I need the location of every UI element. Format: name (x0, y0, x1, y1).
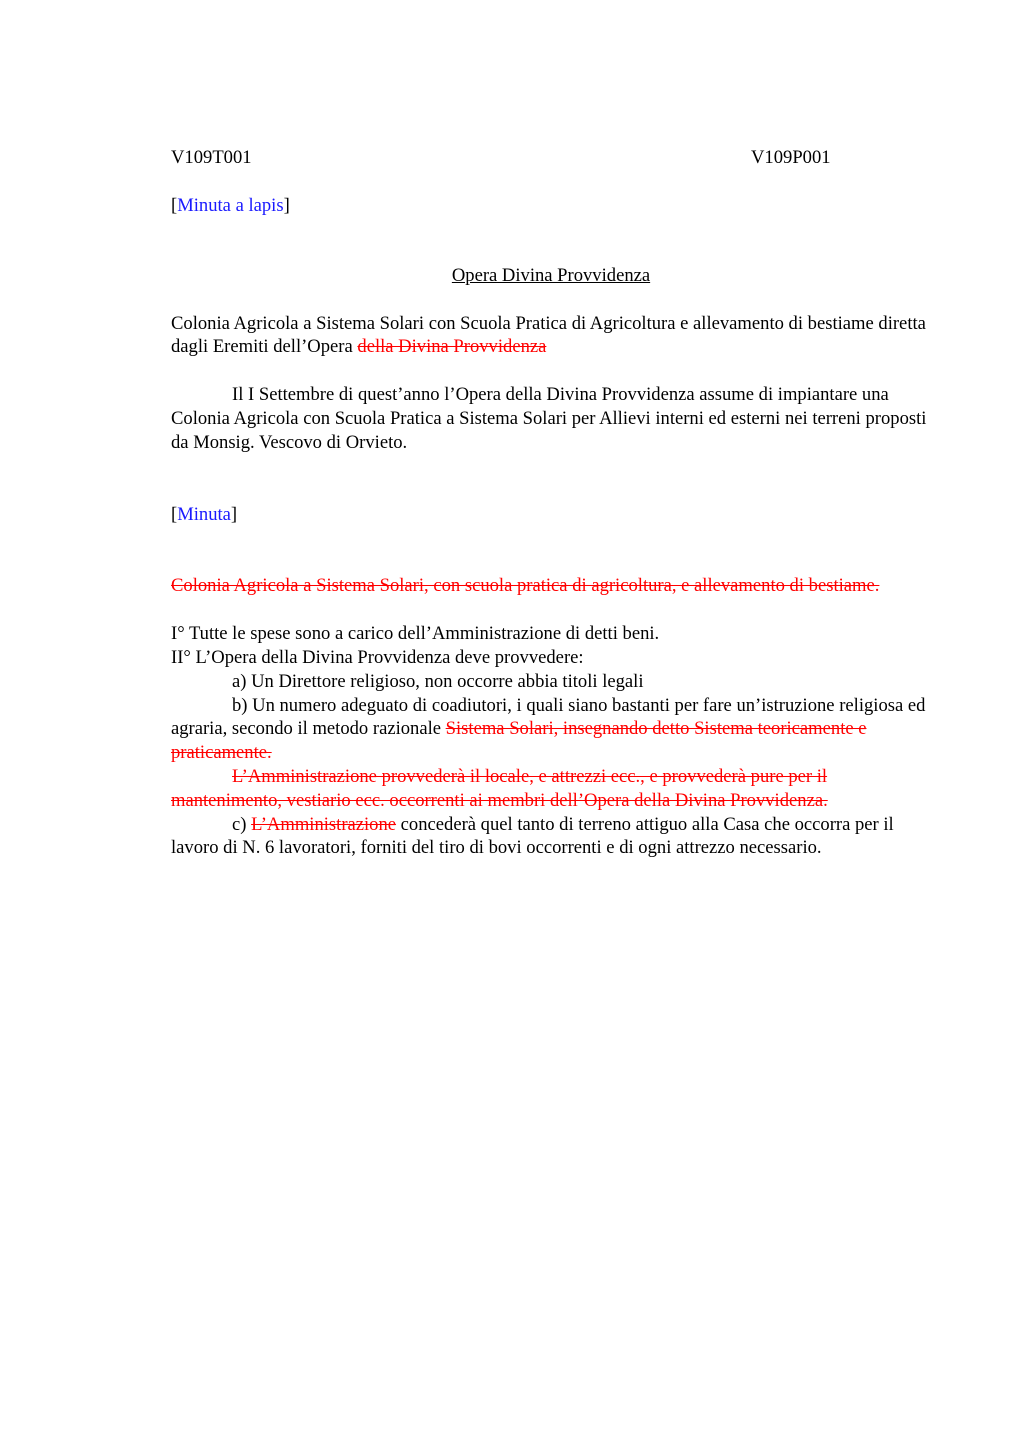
deleted-heading: Colonia Agricola a Sistema Solari, con scuola pratica di agricoltura, e allevamento di bestiame. (171, 575, 880, 597)
code-right: V109P001 (751, 147, 831, 168)
minuta-label: Minuta (177, 503, 231, 525)
deleted-text: della Divina Provvidenza (357, 336, 547, 358)
intro-paragraph: Il I Settembre di quest’anno l’Opera della Divina Provvidenza assume di impiantare una Colonia Agricola con Scuola Pratica a Sistema Solari per Allievi interni ed esterni nei terreni proposti da Monsig. Vescovo di Orvieto. (171, 384, 927, 453)
item-c: c) L’Amministrazione concederà quel tanto di terreno attiguo alla Casa che occorra per il lavoro di N. 6 lavoratori, forniti del tiro di bovi occorrenti e di ogni attrezzo necessario. (171, 813, 894, 859)
item-a: a) Un Direttore religioso, non occorre abbia titoli legali (232, 670, 644, 692)
deleted-text: Sistema Solari, insegnando detto Sistema teoricamente e praticamente. (171, 718, 867, 764)
colonia-heading: Colonia Agricola a Sistema Solari con Scuola Pratica di Agricoltura e allevamento di bestiame diretta dagli Eremiti dell’Opera della Divina Provvidenza (171, 312, 926, 358)
point-two: II° L’Opera della Divina Provvidenza deve provvedere: (171, 646, 584, 668)
section1-label: [Minuta a lapis] (171, 195, 290, 216)
point-one: I° Tutte le spese sono a carico dell’Amministrazione di detti beni. (171, 623, 660, 645)
document-page (171, 146, 931, 860)
item-b: b) Un numero adeguato di coadiutori, i quali siano bastanti per fare un’istruzione religiosa ed agraria, secondo il metodo razionale Sistema Solari, insegnando detto Sistema teoricamente e praticamente. (171, 694, 926, 764)
document-title: Opera Divina Provvidenza (451, 264, 651, 286)
deleted-paragraph: L’Amministrazione provvederà il locale, e attrezzi ecc., e provvederà pure per il mantenimento, vestiario ecc. occorrenti ai membri dell’Opera della Divina Provvidenza. (171, 765, 828, 811)
document-codes (171, 146, 931, 170)
deleted-text: L’Amministrazione (251, 813, 397, 835)
code-left: V109T001 (171, 147, 252, 168)
section2-label: [Minuta] (171, 503, 238, 525)
minuta-a-lapis-label: Minuta a lapis (177, 195, 284, 216)
